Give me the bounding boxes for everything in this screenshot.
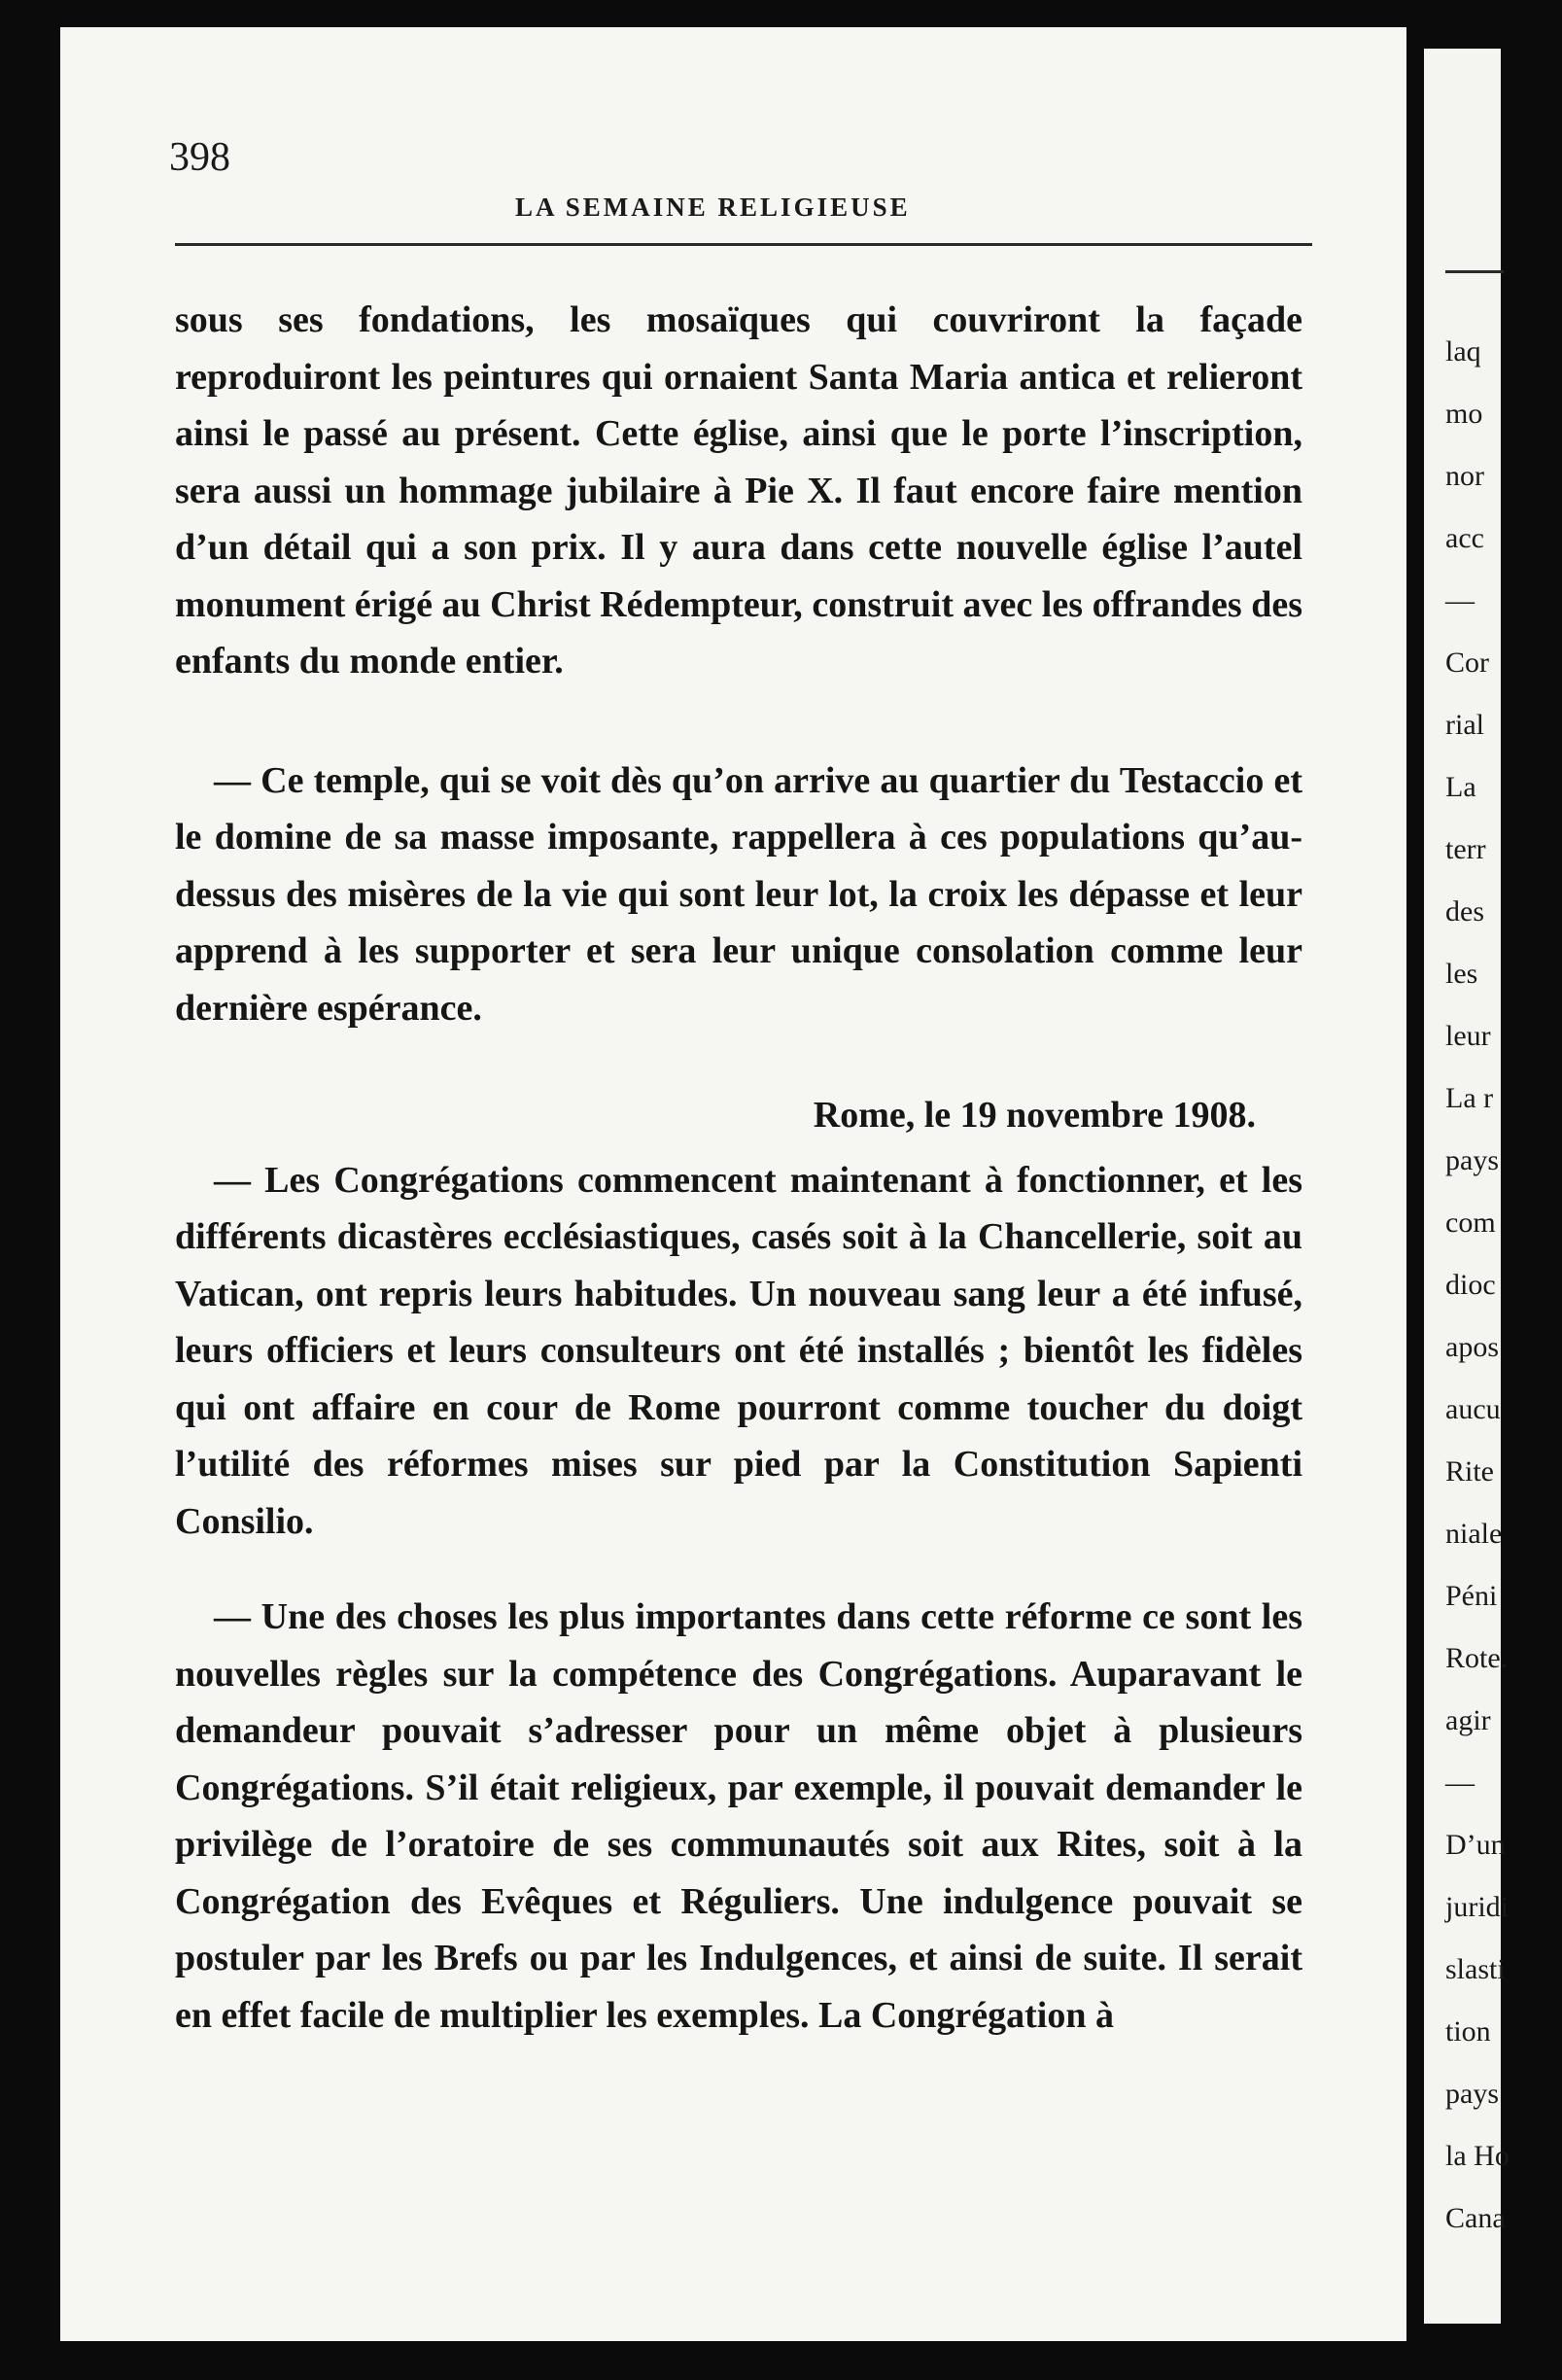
fragment-line: Péni (1445, 1580, 1498, 1612)
fragment-line: Cana (1445, 2202, 1506, 2234)
fragment-line: La r (1445, 1082, 1494, 1114)
fragment-line: apos (1445, 1331, 1499, 1363)
fragment-line: agir (1445, 1704, 1491, 1736)
fragment-line: pays (1445, 2078, 1499, 2110)
running-head: LA SEMAINE RELIGIEUSE (515, 192, 911, 222)
fragment-line: aucu (1445, 1393, 1501, 1425)
paragraph-3: — Les Congrégations commencent maintenant à fonctionner, et les différents dicastères ecclésiastiques, casés soit à la Chancellerie, soit au Vatican, ont repris leurs habitudes. Un nouveau sang leur a été infusé, leurs officiers et leurs consulteurs ont été installés ; bientôt les fidèles qui ont affaire en cour de Rome pourront comme toucher du doigt l’utilité des réformes mises sur pied par la Constitution Sapienti Consilio. (175, 1159, 1302, 1542)
fragment-line: terr (1445, 833, 1486, 865)
fragment-line: — (1445, 1767, 1475, 1799)
fragment-line: Rite (1445, 1455, 1494, 1488)
main-text (175, 292, 1302, 2044)
fragment-line: tion (1445, 2015, 1491, 2048)
fragment-line: les (1445, 958, 1478, 990)
fragment-line: rial (1445, 709, 1484, 741)
right-page-rule (1445, 270, 1504, 273)
right-page (1424, 49, 1510, 2324)
fragment-line: — (1445, 584, 1475, 616)
paragraph-2: — Ce temple, qui se voit dès qu’on arrive au quartier du Testaccio et le domine de sa masse imposante, rappellera à ces populations qu’au-dessus des misères de la vie qui sont leur lot, la croix les dépasse et leur apprend à les supporter et sera leur unique consolation comme leur dernière espérance. (175, 759, 1302, 1029)
fragment-line: leur (1445, 1020, 1491, 1052)
fragment-line: acc (1445, 522, 1484, 554)
header-rule (175, 243, 1312, 246)
paragraph-4: — Une des choses les plus importantes dans cette réforme ce sont les nouvelles règles sur la compétence des Congrégations. Auparavant le demandeur pouvait s’adresser pour un même objet à plusieurs Congrégations. S’il était religieux, par exemple, il pouvait demander le privilège de l’oratoire de ses communautés soit aux Rites, soit à la Congrégation des Evêques et Réguliers. Une indulgence pouvait se postuler par les Brefs ou par les Indulgences, et ainsi de suite. Il serait en effet facile de multiplier les exemples. La Congrégation à (175, 1596, 1302, 2036)
fragment-line: com (1445, 1207, 1496, 1239)
right-page-fragments (1445, 321, 1562, 2250)
fragment-line: laq (1445, 335, 1481, 368)
fragment-line: slasti (1445, 1953, 1506, 1985)
page-number: 398 (169, 135, 230, 180)
fragment-line: juridi (1445, 1891, 1509, 1923)
fragment-line: pays (1445, 1144, 1499, 1176)
fragment-line: Cor (1445, 647, 1489, 679)
fragment-line: nor (1445, 460, 1484, 492)
fragment-line: niale (1445, 1518, 1503, 1550)
fragment-line: D’un (1445, 1829, 1506, 1861)
fragment-line: mo (1445, 398, 1483, 430)
fragment-line: la Ho (1445, 2140, 1510, 2172)
fragment-line: dioc (1445, 1269, 1496, 1301)
fragment-line: La (1445, 771, 1476, 803)
fragment-line: Rote. (1445, 1642, 1509, 1674)
fragment-line: des (1445, 895, 1484, 928)
dateline: Rome, le 19 novembre 1908. (813, 1095, 1256, 1136)
paragraph-1: sous ses fondations, les mosaïques qui couvriront la façade reproduiront les peintures qui ornaient Santa Maria antica et relieront ainsi le passé au présent. Cette église, ainsi que le porte l’inscription, sera aussi un hommage jubilaire à Pie X. Il faut encore faire mention d’un détail qui a son prix. Il y aura dans cette nouvelle église l’autel monument érigé au Christ Rédempteur, construit avec les offrandes des enfants du monde entier. (175, 299, 1302, 682)
